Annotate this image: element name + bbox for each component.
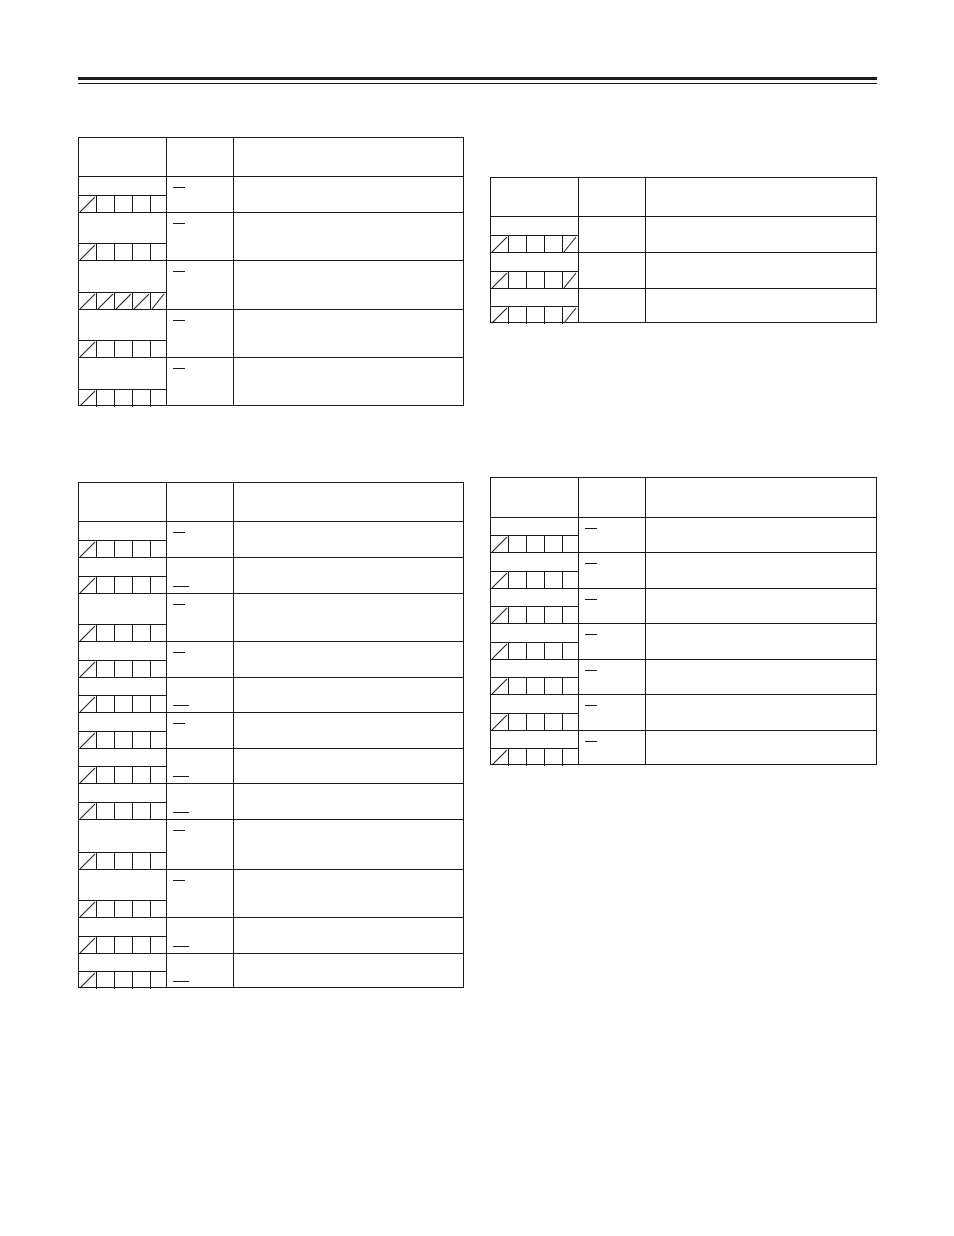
code-boxes bbox=[491, 714, 578, 731]
diagonal-slash-icon bbox=[79, 937, 96, 954]
diagonal-slash-icon bbox=[79, 196, 96, 213]
table-3 bbox=[490, 177, 877, 323]
code-boxes bbox=[79, 293, 166, 310]
code-box bbox=[527, 536, 545, 553]
code-boxes bbox=[491, 307, 578, 324]
table-row bbox=[491, 588, 876, 624]
code-box bbox=[545, 536, 563, 553]
code-box bbox=[115, 293, 133, 310]
code-box bbox=[527, 678, 545, 695]
code-box bbox=[491, 536, 509, 553]
diagonal-slash-icon bbox=[491, 572, 508, 589]
code-box bbox=[527, 572, 545, 589]
code-box bbox=[133, 293, 151, 310]
code-box bbox=[563, 572, 577, 589]
code-box bbox=[133, 577, 151, 594]
code-box bbox=[115, 732, 133, 749]
diagonal-slash-icon bbox=[79, 853, 96, 870]
diagonal-slash-icon bbox=[79, 244, 96, 261]
dash-mark bbox=[173, 652, 185, 653]
dash-mark bbox=[173, 187, 185, 188]
code-box bbox=[97, 293, 115, 310]
code-boxes bbox=[79, 853, 166, 870]
diagonal-slash-icon bbox=[79, 341, 96, 358]
code-box bbox=[97, 767, 115, 784]
dash-mark bbox=[173, 723, 185, 724]
table-row bbox=[491, 623, 876, 660]
code-box bbox=[151, 577, 165, 594]
code-box bbox=[133, 803, 151, 820]
table-row bbox=[79, 748, 463, 784]
code-box bbox=[133, 341, 151, 358]
code-box bbox=[545, 643, 563, 660]
code-box bbox=[545, 572, 563, 589]
code-box bbox=[491, 714, 509, 731]
diagonal-slash-icon bbox=[79, 767, 96, 784]
dash-mark bbox=[585, 563, 597, 564]
code-box bbox=[151, 853, 165, 870]
code-box bbox=[79, 803, 97, 820]
code-box bbox=[115, 341, 133, 358]
code-boxes bbox=[79, 541, 166, 558]
dash-mark bbox=[173, 586, 189, 587]
header-rule-thin bbox=[78, 83, 877, 84]
code-boxes bbox=[79, 696, 166, 713]
code-box bbox=[79, 577, 97, 594]
dash-mark bbox=[173, 368, 185, 369]
code-boxes bbox=[491, 572, 578, 589]
code-box bbox=[133, 196, 151, 213]
code-box bbox=[133, 853, 151, 870]
column-header bbox=[79, 138, 167, 177]
table-row bbox=[79, 557, 463, 594]
code-box bbox=[115, 244, 133, 261]
column-header bbox=[167, 483, 234, 522]
table-2 bbox=[78, 482, 464, 988]
code-box bbox=[97, 732, 115, 749]
code-box bbox=[509, 714, 527, 731]
diagonal-slash-icon bbox=[491, 714, 508, 731]
code-box bbox=[491, 643, 509, 660]
diagonal-slash-icon bbox=[491, 749, 508, 766]
dash-mark bbox=[173, 981, 189, 982]
code-boxes bbox=[491, 236, 578, 253]
code-boxes bbox=[79, 972, 166, 989]
code-box bbox=[79, 767, 97, 784]
code-box bbox=[151, 972, 165, 989]
code-boxes bbox=[491, 272, 578, 289]
diagonal-slash-icon bbox=[491, 643, 508, 660]
code-box bbox=[97, 661, 115, 678]
code-boxes bbox=[491, 536, 578, 553]
code-box bbox=[97, 577, 115, 594]
diagonal-slash-icon bbox=[79, 901, 96, 918]
code-box bbox=[151, 625, 165, 642]
code-box bbox=[133, 767, 151, 784]
column-header bbox=[579, 178, 646, 217]
code-box bbox=[115, 541, 133, 558]
table-row bbox=[491, 552, 876, 589]
table-row bbox=[79, 260, 463, 310]
diagonal-slash-icon bbox=[79, 577, 96, 594]
dash-mark bbox=[173, 830, 185, 831]
code-boxes bbox=[79, 244, 166, 261]
code-box bbox=[115, 625, 133, 642]
code-box bbox=[509, 236, 527, 253]
code-boxes bbox=[79, 732, 166, 749]
code-box bbox=[491, 236, 509, 253]
code-boxes bbox=[491, 749, 578, 766]
table-row bbox=[79, 953, 463, 989]
table-row bbox=[79, 521, 463, 558]
code-box bbox=[133, 901, 151, 918]
code-box bbox=[151, 767, 165, 784]
code-box bbox=[491, 272, 509, 289]
diagonal-slash-icon bbox=[79, 696, 96, 713]
code-box bbox=[563, 236, 577, 253]
dash-mark bbox=[173, 946, 189, 947]
code-box bbox=[97, 853, 115, 870]
code-box bbox=[97, 937, 115, 954]
dash-mark bbox=[173, 776, 189, 777]
code-box bbox=[545, 749, 563, 766]
dash-mark bbox=[173, 532, 185, 533]
table-4 bbox=[490, 477, 877, 765]
code-box bbox=[151, 196, 165, 213]
code-box bbox=[527, 607, 545, 624]
diagonal-slash-icon bbox=[491, 607, 508, 624]
code-box bbox=[97, 196, 115, 213]
code-box bbox=[509, 307, 527, 324]
code-box bbox=[79, 901, 97, 918]
code-box bbox=[79, 972, 97, 989]
diagonal-slash-icon bbox=[79, 661, 96, 678]
code-box bbox=[115, 901, 133, 918]
table-row bbox=[491, 517, 876, 553]
code-box bbox=[151, 732, 165, 749]
code-box bbox=[133, 937, 151, 954]
code-box bbox=[509, 749, 527, 766]
diagonal-slash-icon bbox=[97, 293, 114, 310]
column-header bbox=[646, 478, 878, 518]
code-box bbox=[509, 643, 527, 660]
diagonal-slash-icon bbox=[79, 972, 96, 989]
diagonal-slash-icon bbox=[491, 236, 508, 253]
code-box bbox=[133, 732, 151, 749]
diagonal-slash-icon bbox=[79, 732, 96, 749]
code-box bbox=[97, 541, 115, 558]
diagonal-slash-icon bbox=[79, 541, 96, 558]
code-box bbox=[79, 732, 97, 749]
code-box bbox=[151, 803, 165, 820]
dash-mark bbox=[173, 705, 189, 706]
diagonal-slash-icon bbox=[133, 293, 150, 310]
diagonal-slash-icon bbox=[563, 272, 577, 289]
code-box bbox=[545, 236, 563, 253]
code-box bbox=[527, 236, 545, 253]
code-box bbox=[527, 643, 545, 660]
code-box bbox=[115, 696, 133, 713]
code-box bbox=[491, 749, 509, 766]
code-box bbox=[527, 714, 545, 731]
header-rule-thick bbox=[78, 77, 877, 80]
code-box bbox=[79, 244, 97, 261]
code-boxes bbox=[79, 767, 166, 784]
code-box bbox=[115, 661, 133, 678]
code-boxes bbox=[491, 643, 578, 660]
code-box bbox=[563, 678, 577, 695]
code-box bbox=[79, 541, 97, 558]
column-header bbox=[579, 478, 646, 518]
code-box bbox=[509, 272, 527, 289]
diagonal-slash-icon bbox=[79, 625, 96, 642]
code-box bbox=[527, 749, 545, 766]
code-box bbox=[491, 678, 509, 695]
code-box bbox=[563, 536, 577, 553]
code-boxes bbox=[79, 901, 166, 918]
code-box bbox=[133, 696, 151, 713]
table-row bbox=[79, 176, 463, 213]
code-box bbox=[151, 901, 165, 918]
code-box bbox=[509, 678, 527, 695]
code-box bbox=[491, 607, 509, 624]
column-header bbox=[491, 178, 579, 217]
code-boxes bbox=[79, 196, 166, 213]
code-boxes bbox=[79, 937, 166, 954]
code-boxes bbox=[491, 678, 578, 695]
code-box bbox=[133, 625, 151, 642]
code-box bbox=[563, 607, 577, 624]
code-box bbox=[79, 696, 97, 713]
code-boxes bbox=[79, 625, 166, 642]
diagonal-slash-icon bbox=[491, 307, 508, 324]
code-box bbox=[563, 714, 577, 731]
dash-mark bbox=[585, 634, 597, 635]
dash-mark bbox=[585, 670, 597, 671]
code-box bbox=[509, 607, 527, 624]
table-1 bbox=[78, 137, 464, 406]
diagonal-slash-icon bbox=[563, 236, 577, 253]
code-box bbox=[527, 272, 545, 289]
code-box bbox=[97, 972, 115, 989]
code-box bbox=[509, 536, 527, 553]
code-box bbox=[115, 803, 133, 820]
dash-mark bbox=[585, 741, 597, 742]
diagonal-slash-icon bbox=[151, 293, 165, 310]
code-box bbox=[133, 390, 151, 407]
code-box bbox=[545, 607, 563, 624]
diagonal-slash-icon bbox=[491, 536, 508, 553]
code-box bbox=[151, 390, 165, 407]
code-box bbox=[115, 972, 133, 989]
diagonal-slash-icon bbox=[79, 803, 96, 820]
code-box bbox=[115, 767, 133, 784]
code-box bbox=[97, 625, 115, 642]
code-box bbox=[79, 937, 97, 954]
table-row bbox=[491, 694, 876, 731]
table-row bbox=[491, 288, 876, 324]
code-box bbox=[151, 244, 165, 261]
dash-mark bbox=[585, 528, 597, 529]
table-row bbox=[79, 783, 463, 820]
code-box bbox=[563, 749, 577, 766]
code-box bbox=[151, 293, 165, 310]
column-header bbox=[167, 138, 234, 177]
code-box bbox=[563, 272, 577, 289]
code-box bbox=[79, 661, 97, 678]
column-header bbox=[491, 478, 579, 518]
table-row bbox=[491, 730, 876, 766]
code-box bbox=[491, 572, 509, 589]
table-row bbox=[79, 357, 463, 407]
dash-mark bbox=[585, 599, 597, 600]
column-header bbox=[79, 483, 167, 522]
column-header bbox=[234, 483, 465, 522]
dash-mark bbox=[173, 271, 185, 272]
dash-mark bbox=[173, 320, 185, 321]
table-row bbox=[79, 677, 463, 713]
code-box bbox=[79, 341, 97, 358]
code-box bbox=[151, 341, 165, 358]
code-box bbox=[115, 853, 133, 870]
code-box bbox=[151, 696, 165, 713]
table-row bbox=[79, 212, 463, 261]
code-box bbox=[151, 937, 165, 954]
column-header bbox=[646, 178, 878, 217]
code-box bbox=[133, 541, 151, 558]
code-box bbox=[79, 196, 97, 213]
code-boxes bbox=[79, 341, 166, 358]
table-row bbox=[79, 641, 463, 678]
diagonal-slash-icon bbox=[491, 272, 508, 289]
code-box bbox=[97, 803, 115, 820]
dash-mark bbox=[173, 812, 189, 813]
code-boxes bbox=[79, 577, 166, 594]
table-row bbox=[491, 216, 876, 253]
code-box bbox=[115, 937, 133, 954]
dash-mark bbox=[585, 705, 597, 706]
code-box bbox=[97, 341, 115, 358]
code-box bbox=[151, 541, 165, 558]
code-box bbox=[133, 661, 151, 678]
code-box bbox=[527, 307, 545, 324]
code-box bbox=[133, 244, 151, 261]
code-box bbox=[151, 661, 165, 678]
code-box bbox=[563, 643, 577, 660]
code-box bbox=[491, 307, 509, 324]
code-box bbox=[115, 390, 133, 407]
code-box bbox=[545, 307, 563, 324]
code-box bbox=[97, 390, 115, 407]
code-box bbox=[545, 714, 563, 731]
code-box bbox=[97, 696, 115, 713]
code-boxes bbox=[79, 661, 166, 678]
code-box bbox=[97, 901, 115, 918]
code-box bbox=[79, 853, 97, 870]
table-row bbox=[79, 712, 463, 749]
dash-mark bbox=[173, 604, 185, 605]
table-row bbox=[491, 252, 876, 289]
code-box bbox=[509, 572, 527, 589]
table-row bbox=[79, 917, 463, 954]
table-row bbox=[79, 819, 463, 870]
code-box bbox=[545, 272, 563, 289]
code-boxes bbox=[79, 390, 166, 407]
code-box bbox=[563, 307, 577, 324]
diagonal-slash-icon bbox=[491, 678, 508, 695]
column-header bbox=[234, 138, 465, 177]
dash-mark bbox=[173, 880, 185, 881]
dash-mark bbox=[173, 223, 185, 224]
code-box bbox=[115, 577, 133, 594]
code-box bbox=[133, 972, 151, 989]
code-box bbox=[545, 678, 563, 695]
code-box bbox=[79, 625, 97, 642]
diagonal-slash-icon bbox=[79, 390, 96, 407]
code-box bbox=[97, 244, 115, 261]
table-row bbox=[79, 593, 463, 642]
code-box bbox=[79, 390, 97, 407]
table-row bbox=[79, 309, 463, 358]
table-row bbox=[79, 869, 463, 918]
diagonal-slash-icon bbox=[563, 307, 577, 324]
diagonal-slash-icon bbox=[115, 293, 132, 310]
code-boxes bbox=[79, 803, 166, 820]
code-boxes bbox=[491, 607, 578, 624]
diagonal-slash-icon bbox=[79, 293, 96, 310]
table-row bbox=[491, 659, 876, 695]
code-box bbox=[79, 293, 97, 310]
code-box bbox=[115, 196, 133, 213]
